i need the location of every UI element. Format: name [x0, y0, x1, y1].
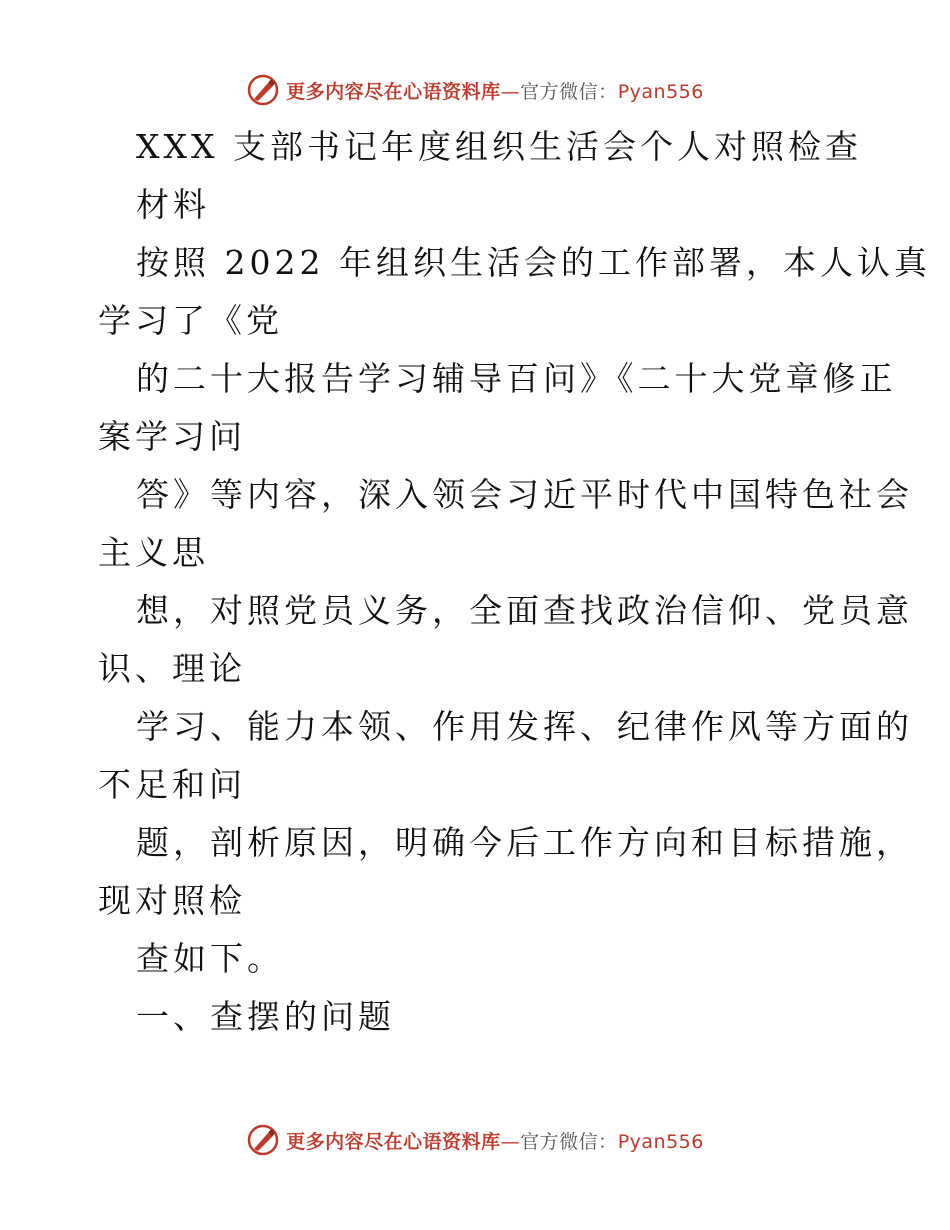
- document-body: [98, 118, 931, 1046]
- paragraph-line: 主义思: [98, 533, 209, 572]
- paragraph-line: 题，剖析原因，明确今后工作方向和目标措施，: [136, 823, 913, 862]
- paragraph-line: 识、理论: [98, 649, 246, 688]
- footer-watermark-banner: [0, 1120, 950, 1160]
- paragraph-line: 案学习问: [98, 417, 246, 456]
- paragraph-line: 按照 2022 年组织生活会的工作部署，本人认真: [136, 243, 931, 282]
- pen-nib-logo-icon: [246, 73, 280, 107]
- document-title-line-2: 材料: [136, 185, 210, 224]
- document-title-line-1: XXX 支部书记年度组织生活会个人对照检查: [136, 127, 862, 166]
- paragraph-line: 学习了《党: [98, 301, 283, 340]
- section-heading: 一、查摆的问题: [136, 997, 395, 1036]
- paragraph-line: 现对照检: [98, 881, 246, 920]
- watermark-text: 更多内容尽在心语资料库—官方微信：Pyan556: [286, 80, 704, 103]
- watermark-text: 更多内容尽在心语资料库—官方微信：Pyan556: [286, 1130, 704, 1153]
- paragraph-line: 学习、能力本领、作用发挥、纪律作风等方面的: [136, 707, 913, 746]
- paragraph-line: 答》等内容，深入领会习近平时代中国特色社会: [136, 475, 913, 514]
- paragraph-line: 查如下。: [136, 939, 284, 978]
- paragraph-line: 的二十大报告学习辅导百问》《二十大党章修正: [136, 359, 897, 398]
- paragraph-line: 想，对照党员义务，全面查找政治信仰、党员意: [136, 591, 913, 630]
- paragraph-line: 不足和问: [98, 765, 246, 804]
- pen-nib-logo-icon: [246, 1123, 280, 1157]
- header-watermark-banner: [0, 70, 950, 110]
